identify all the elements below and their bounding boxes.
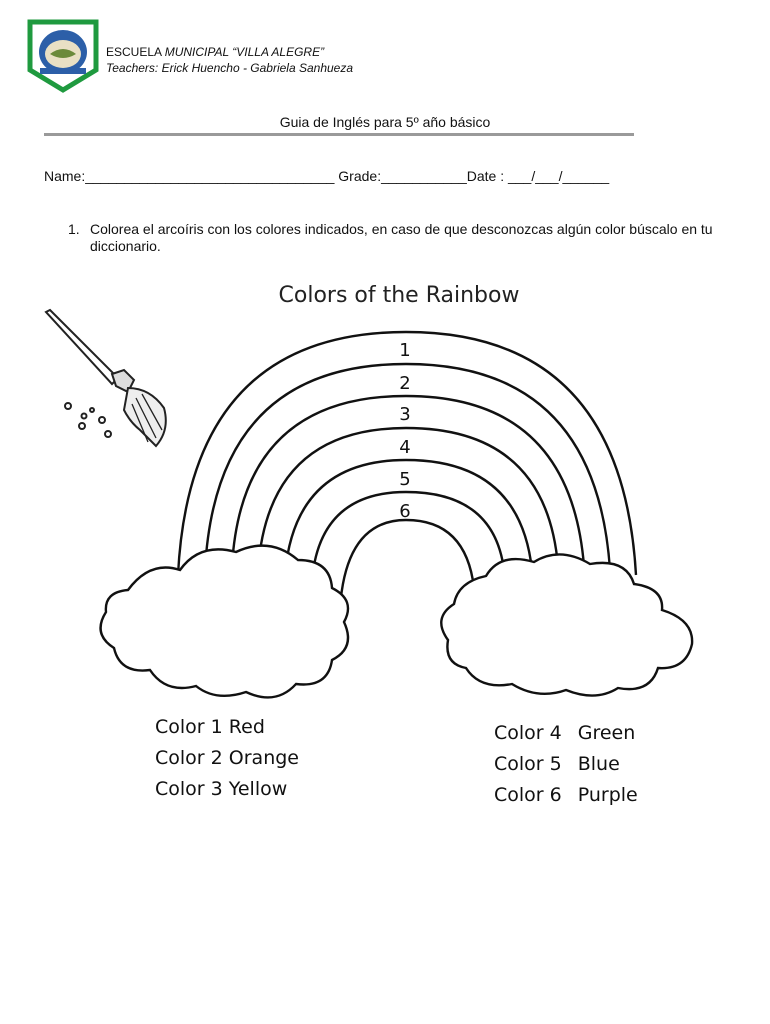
legend-row-4 (494, 718, 638, 749)
legend-row-3 (155, 774, 299, 805)
legend-color-1: Red (228, 716, 265, 738)
school-header (106, 44, 353, 76)
legend-row-1 (155, 712, 299, 743)
instruction-item (68, 221, 738, 255)
worksheet-title: Colors of the Rainbow (278, 283, 520, 308)
school-name-italic: MUNICIPAL “VILLA ALEGRE” (164, 45, 325, 59)
rainbow-coloring-sheet (0, 270, 770, 830)
instruction-text: Colorea el arcoíris con los colores indicados, en caso de que desconozcas algún color búscalo en tu diccionario. (90, 221, 713, 254)
color-legend-left (155, 712, 299, 805)
legend-label-4: Color 4 (494, 722, 562, 744)
band-number-4: 4 (399, 437, 411, 458)
band-number-2: 2 (399, 373, 411, 394)
legend-row-5 (494, 749, 638, 780)
legend-label-1: Color 1 (155, 716, 223, 738)
legend-row-2 (155, 743, 299, 774)
band-number-1: 1 (399, 340, 411, 361)
title-rule (44, 133, 634, 136)
teachers-line: Teachers: Erick Huencho - Gabriela Sanhueza (106, 61, 354, 75)
school-name (106, 44, 353, 60)
school-prefix: ESCUELA (106, 45, 165, 59)
instruction-number: 1. (68, 221, 80, 237)
student-info-line: Name:________________________________ Grade:___________Date : ___/___/______ (44, 168, 610, 184)
legend-label-2: Color 2 (155, 747, 223, 769)
legend-label-5: Color 5 (494, 753, 562, 775)
logo-ribbon (40, 68, 86, 74)
legend-color-2: Orange (228, 747, 299, 769)
legend-row-6 (494, 780, 638, 811)
band-numbers (399, 340, 410, 522)
band-number-5: 5 (399, 469, 411, 490)
guide-title: Guia de Inglés para 5º año básico (279, 114, 491, 130)
paintbrush-icon (46, 310, 166, 446)
left-cloud (101, 546, 348, 698)
legend-label-6: Color 6 (494, 784, 562, 806)
legend-color-5: Blue (577, 753, 620, 775)
legend-label-3: Color 3 (155, 778, 223, 800)
band-number-3: 3 (399, 404, 411, 425)
color-legend-right (494, 718, 638, 811)
legend-color-4: Green (577, 722, 636, 744)
right-cloud (441, 554, 692, 695)
school-logo (26, 18, 100, 94)
legend-color-6: Purple (577, 784, 638, 806)
legend-color-3: Yellow (228, 778, 288, 800)
band-number-6: 6 (399, 501, 411, 522)
